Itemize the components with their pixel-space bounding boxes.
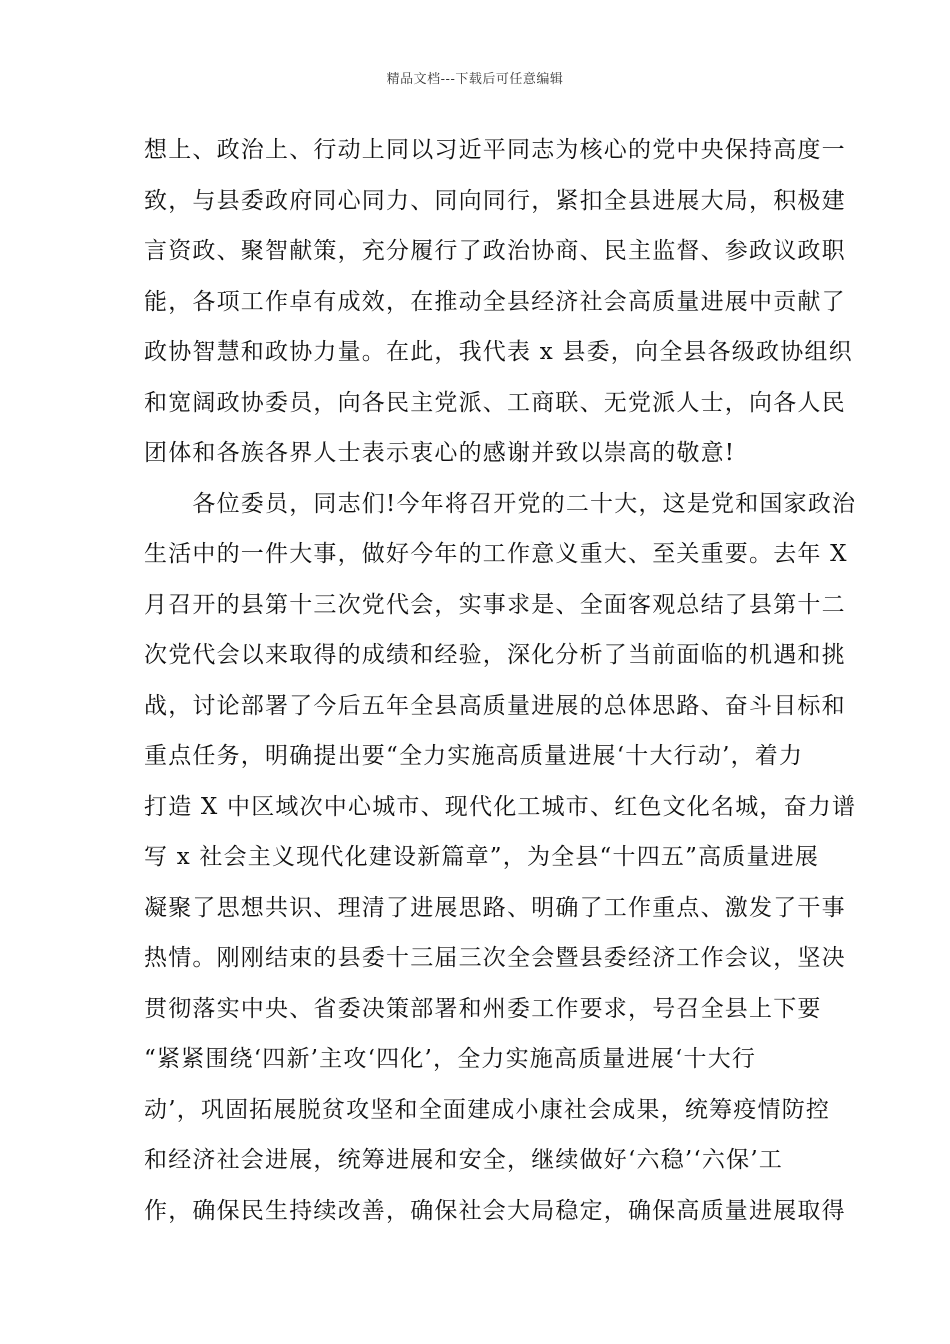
text-line: 动’，巩固拓展脱贫攻坚和全面建成小康社会成果，统筹疫情防控: [144, 1096, 831, 1123]
text-line: 和经济社会进展，统筹进展和安全，继续做好‘六稳’‘六保’工: [144, 1147, 784, 1173]
text-line: 凝聚了思想共识、理清了进展思路、明确了工作重点、激发了干事: [144, 894, 846, 921]
body-text: [144, 125, 857, 1236]
text-line: 致，与县委政府同心同力、同向同行，紧扣全县进展大局，积极建: [144, 187, 846, 214]
text-line: 战，讨论部署了今后五年全县高质量进展的总体思路、奋斗目标和: [144, 692, 846, 719]
text-line: 能，各项工作卓有成效，在推动全县经济社会高质量进展中贡献了: [144, 288, 846, 315]
text-line: 重点任务，明确提出要“全力实施高质量进展‘十大行动’，着力: [144, 743, 804, 769]
text-line: 月召开的县第十三次党代会，实事求是、全面客观总结了县第十二: [144, 591, 846, 618]
page-header: 精品文档---下载后可任意编辑: [386, 72, 564, 87]
text-line: 贯彻落实中央、省委决策部署和州委工作要求，号召全县上下要: [144, 995, 822, 1022]
text-line: 和宽阔政协委员，向各民主党派、工商联、无党派人士，向各人民: [144, 389, 846, 416]
text-line: 打造 X 中区域次中心城市、现代化工城市、红色文化名城，奋力谱: [144, 793, 857, 820]
text-line: 热情。刚刚结束的县委十三届三次全会暨县委经济工作会议，坚决: [144, 945, 846, 971]
text-line: “紧紧围绕‘四新’主攻‘四化’，全力实施高质量进展‘十大行: [144, 1046, 757, 1072]
text-line: 政协智慧和政协力量。在此，我代表 x 县委，向全县各级政协组织: [144, 339, 853, 365]
text-line: 团体和各族各界人士表示衷心的感谢并致以崇高的敬意!: [144, 440, 736, 466]
text-line: 想上、政治上、行动上同以习近平同志为核心的党中央保持高度一: [144, 137, 846, 163]
text-line: 作，确保民生持续改善，确保社会大局稳定，确保高质量进展取得: [144, 1197, 846, 1224]
text-line: 言资政、聚智献策，充分履行了政治协商、民主监督、参政议政职: [144, 238, 846, 264]
text-line: 生活中的一件大事，做好今年的工作意义重大、至关重要。去年 X: [144, 541, 848, 567]
text-line: 写 x 社会主义现代化建设新篇章”，为全县“十四五”高质量进展: [144, 844, 820, 870]
text-line: 各位委员，同志们!今年将召开党的二十大，这是党和国家政治: [144, 490, 857, 517]
text-line: 次党代会以来取得的成绩和经验，深化分析了当前面临的机遇和挑: [144, 642, 846, 668]
